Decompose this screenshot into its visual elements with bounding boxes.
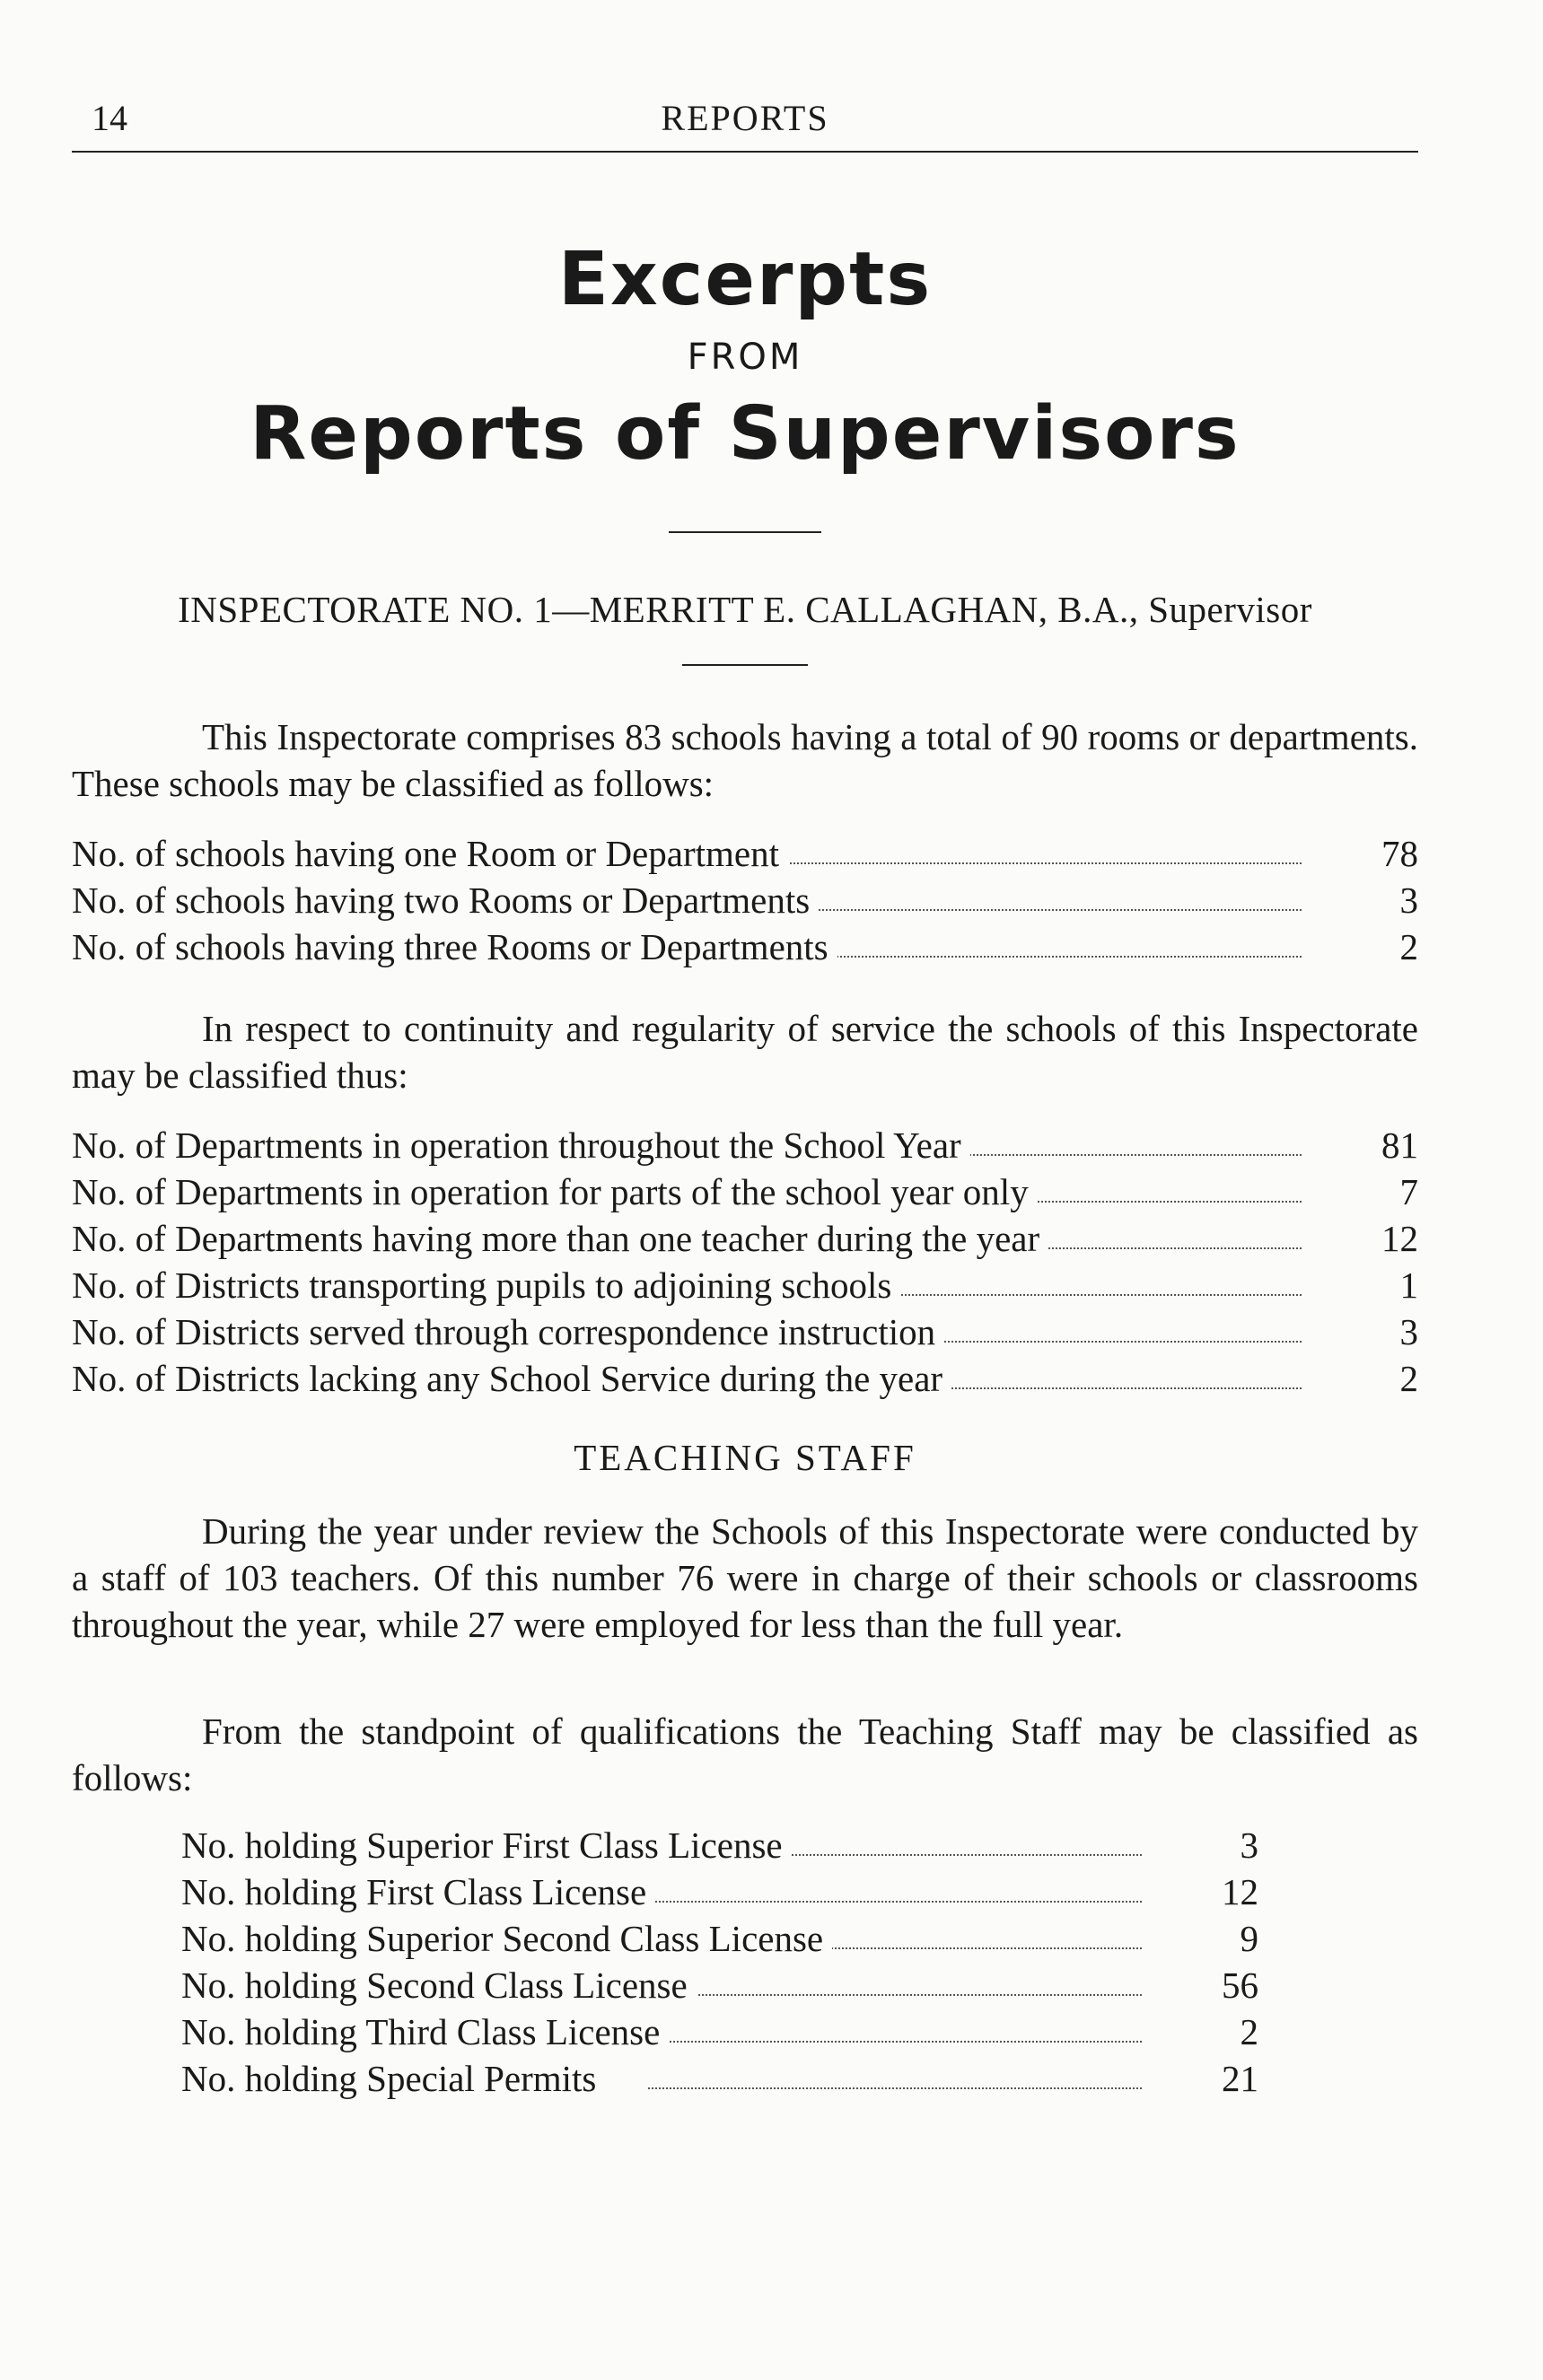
teaching-staff-heading: TEACHING STAFF [574, 1437, 916, 1478]
table-row [181, 1868, 1258, 1915]
table-row [72, 830, 1418, 877]
table-row [72, 877, 1418, 923]
continuity-paragraph [72, 1005, 1418, 1098]
qualifications-text: From the standpoint of qualifications the Teaching Staff may be classified as follows: [72, 1711, 1418, 1798]
table-row [181, 2055, 1258, 2102]
row-label: No. of schools having two Rooms or Departments [72, 877, 819, 923]
row-value: 1 [1399, 1264, 1418, 1306]
row-label: No. holding Superior First Class License [181, 1822, 792, 1868]
title-block [72, 235, 1418, 481]
leader-dots [648, 2041, 1142, 2043]
continuity-text: In respect to continuity and regularity of service the schools of this Inspectorate may be classified thus: [72, 1008, 1418, 1096]
qualifications-paragraph [72, 1708, 1418, 1801]
row-label: No. of Departments having more than one teacher during the year [72, 1215, 1048, 1262]
row-value: 12 [1222, 1871, 1258, 1912]
running-head [72, 97, 1418, 153]
leader-dots [648, 1901, 1142, 1903]
row-value: 2 [1399, 1358, 1418, 1399]
title-divider [669, 531, 821, 533]
row-value: 3 [1399, 1311, 1418, 1352]
row-value: 3 [1240, 1824, 1258, 1866]
table-row [181, 1915, 1258, 1962]
table-row [181, 1822, 1258, 1868]
row-label: No. holding Special Permits [181, 2055, 605, 2102]
row-label: No. holding First Class License [181, 1868, 655, 1915]
row-value: 56 [1222, 1964, 1258, 2006]
table-row [181, 1962, 1258, 2008]
staff-text: During the year under review the Schools of this Inspectorate were conducted by a staff of 103 teachers. Of this number 76 were in charge of their schools or classrooms throughout the year, while 27 were employed for less than the full year. [72, 1510, 1418, 1645]
row-value: 78 [1381, 833, 1418, 874]
title-reports-of-supervisors: Reports of Supervisors [250, 391, 1241, 477]
row-value: 9 [1240, 1918, 1258, 1959]
leader-dots [648, 2087, 1142, 2089]
rooms-table [72, 830, 1418, 970]
row-label: No. holding Second Class License [181, 1962, 697, 2008]
title-excerpts: Excerpts [557, 237, 933, 322]
row-label: No. of Districts served through correspondence instruction [72, 1308, 944, 1355]
inspectorate-heading: INSPECTORATE NO. 1—MERRITT E. CALLAGHAN, B.A., Supervisor [178, 589, 1312, 630]
inspectorate-divider [682, 664, 808, 666]
intro-paragraph [72, 713, 1418, 807]
row-label: No. of schools having one Room or Department [72, 830, 788, 877]
table-row [72, 1355, 1418, 1402]
leader-dots [648, 1994, 1142, 1996]
table-row [72, 923, 1418, 970]
table-row [72, 1122, 1418, 1168]
page-number: 14 [92, 98, 127, 138]
running-title: REPORTS [661, 98, 829, 138]
table-row [72, 1262, 1418, 1308]
row-label: No. of Districts lacking any School Service during the year [72, 1355, 951, 1402]
table-row [72, 1308, 1418, 1355]
row-label: No. of schools having three Rooms or Departments [72, 923, 837, 970]
row-value: 2 [1240, 2011, 1258, 2052]
table-row [72, 1168, 1418, 1215]
intro-text: This Inspectorate comprises 83 schools having a total of 90 rooms or departments. These schools may be classified as follows: [72, 716, 1418, 804]
title-from: FROM [687, 337, 803, 378]
license-table [181, 1822, 1258, 2102]
row-value: 3 [1399, 879, 1418, 921]
row-label: No. holding Superior Second Class License [181, 1915, 832, 1962]
row-value: 7 [1399, 1171, 1418, 1212]
row-label: No. of Departments in operation for parts of the school year only [72, 1168, 1038, 1215]
table-row [181, 2008, 1258, 2055]
staff-paragraph [72, 1508, 1418, 1648]
row-value: 21 [1222, 2058, 1258, 2099]
row-value: 81 [1381, 1124, 1418, 1166]
row-label: No. of Districts transporting pupils to adjoining schools [72, 1262, 900, 1308]
continuity-table [72, 1122, 1418, 1402]
row-label: No. of Departments in operation throughout the School Year [72, 1122, 970, 1168]
report-page [72, 0, 1418, 2380]
row-label: No. holding Third Class License [181, 2008, 669, 2055]
row-value: 12 [1381, 1218, 1418, 1259]
table-row [72, 1215, 1418, 1262]
row-value: 2 [1399, 926, 1418, 967]
